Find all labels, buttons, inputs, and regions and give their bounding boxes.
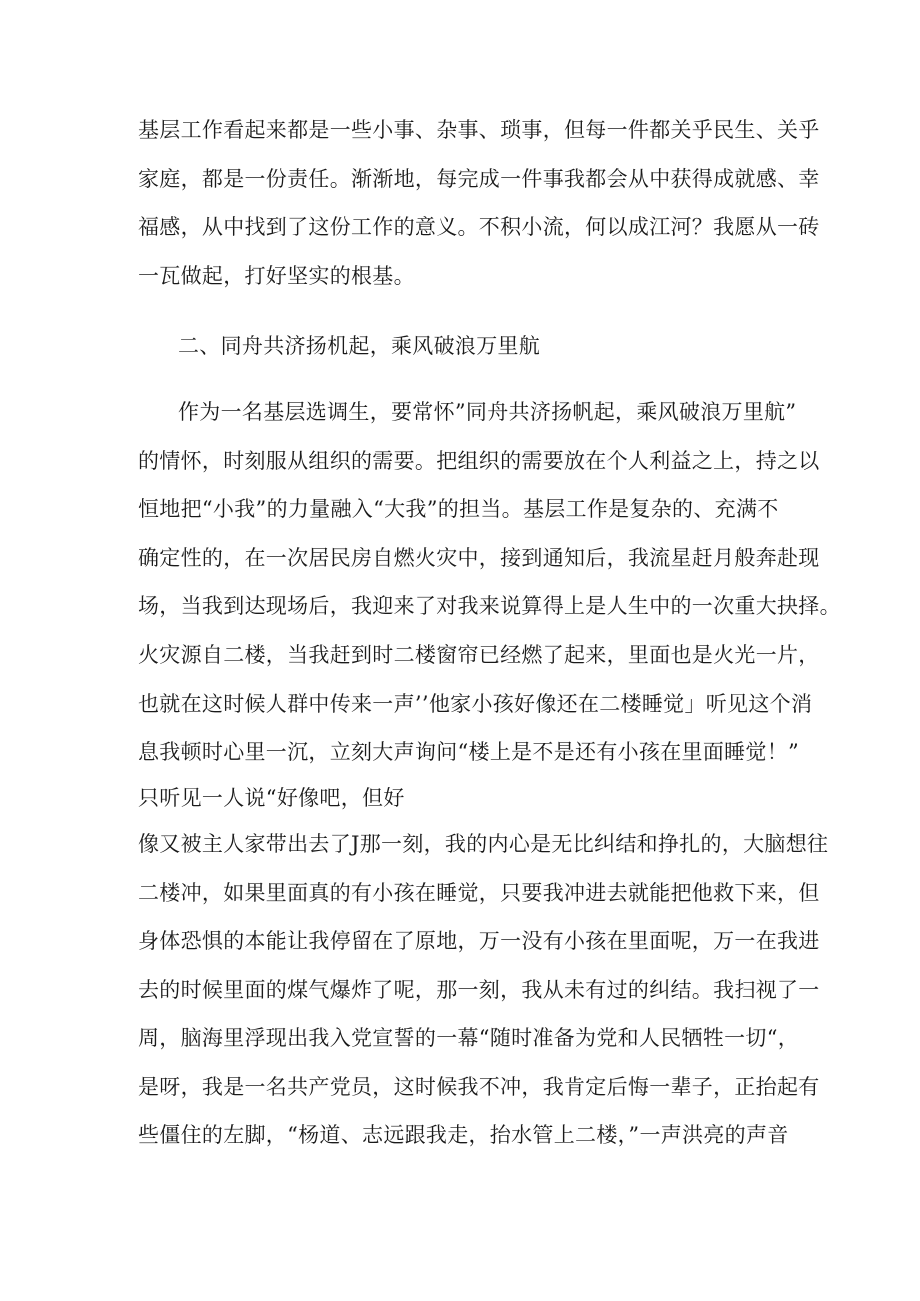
paragraph-line: 身体恐惧的本能让我停留在了原地，万一没有小孩在里面呢，万一在我进	[138, 929, 820, 953]
paragraph-line: 只听见一人说“好像吧，但好	[138, 786, 405, 810]
paragraph-line: 火灾源自二楼，当我赶到时二楼窗帘已经燃了起来，里面也是火光一片，	[138, 643, 820, 667]
paragraph-line: 基层工作看起来都是一些小事、杂事、琐事，但每一件都关乎民生、关乎	[138, 118, 820, 142]
paragraph-line: 周，脑海里浮现出我入党宣誓的一幕“随时准备为党和人民牺牲一切“，	[138, 1026, 800, 1050]
paragraph-line: 一瓦做起，打好坚实的根基。	[138, 264, 415, 288]
paragraph-line: 息我顿时心里一沉，立刻大声询问“楼上是不是还有小孩在里面睡觉！”	[138, 740, 800, 764]
paragraph-line: 是呀，我是一名共产党员，这时候我不冲，我肯定后悔一辈子，正抬起有	[138, 1075, 820, 1099]
paragraph-line: 去的时候里面的煤气爆炸了呢，那一刻，我从未有过的纠结。我扫视了一	[138, 978, 820, 1002]
paragraph-line: 的情怀，时刻服从组织的需要。把组织的需要放在个人利益之上，持之以	[138, 449, 820, 473]
paragraph-line: 也就在这时候人群中传来一声’’他家小孩好像还在二楼睡觉」听见这个消	[138, 692, 813, 716]
paragraph-line: 二楼冲，如果里面真的有小孩在睡觉，只要我冲进去就能把他救下来，但	[138, 881, 820, 905]
paragraph-line: 场，当我到达现场后，我迎来了对我来说算得上是人生中的一次重大抉择。	[138, 594, 841, 618]
paragraph-line: 些僵住的左脚，“杨道、志远跟我走，抬水管上二楼，”一声洪亮的声音	[138, 1123, 789, 1147]
section-heading: 二、同舟共济扬机起，乘风破浪万里航	[178, 334, 541, 358]
paragraph-line: 家庭，都是一份责任。渐渐地，每完成一件事我都会从中获得成就感、幸	[138, 167, 820, 191]
paragraph-line: 确定性的，在一次居民房自燃火灾中，接到通知后，我流星赶月般奔赴现	[138, 546, 820, 570]
paragraph-line: 像又被主人家带出去了J那一刻，我的内心是无比纠结和挣扎的，大脑想往	[138, 832, 829, 856]
paragraph-line: 恒地把“小我”的力量融入“大我”的担当。基层工作是复杂的、充满不	[138, 497, 779, 521]
paragraph-line: 作为一名基层选调生，要常怀”同舟共济扬帆起，乘风破浪万里航”	[178, 400, 797, 424]
paragraph-line: 福感，从中找到了这份工作的意义。不积小流，何以成江河？我愿从一砖	[138, 215, 820, 239]
